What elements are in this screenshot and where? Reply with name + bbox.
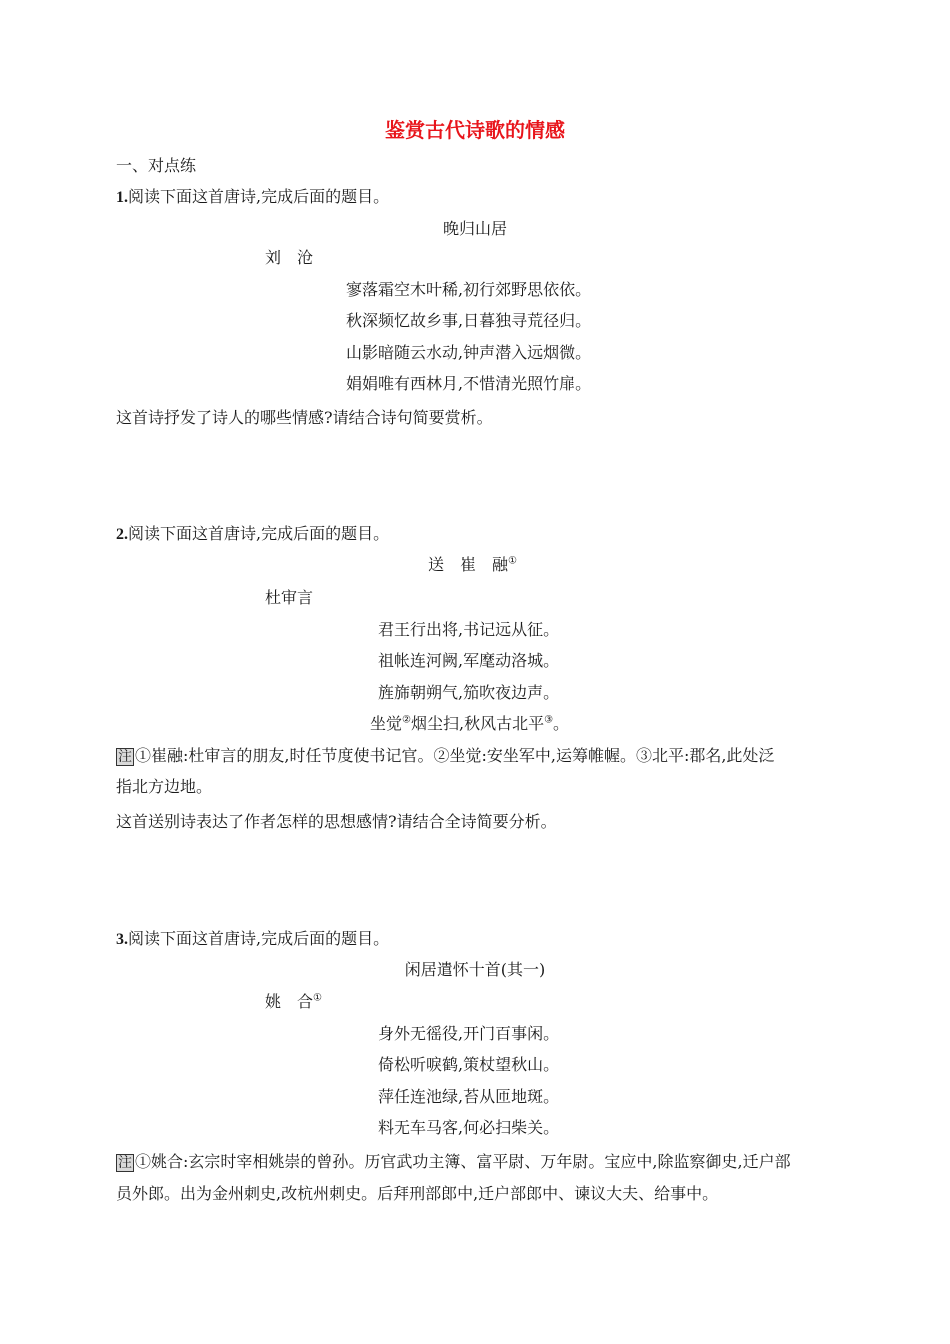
q3-note <box>116 1152 791 1172</box>
q1-author: 刘 沧 <box>265 248 314 267</box>
q2-poem-line: 祖帐连河阙,军麾动洛城。 <box>378 651 560 670</box>
note-label: 注 <box>118 1155 132 1171</box>
q2-poem-line: 旌旆朝朔气,笳吹夜边声。 <box>378 683 560 702</box>
section-heading: 一、对点练 <box>116 156 197 175</box>
footnote-marker: ① <box>313 992 322 1004</box>
q1-question: 这首诗抒发了诗人的哪些情感?请结合诗句简要赏析。 <box>116 408 493 427</box>
q3-author-text: 姚 合 <box>265 992 314 1011</box>
q1-poem-title: 晚归山居 <box>442 219 507 238</box>
q2-question: 这首送别诗表达了作者怎样的思想感情?请结合全诗简要分析。 <box>116 812 557 831</box>
q2-poem-line-part: 坐觉 <box>370 714 403 733</box>
q2-note-text: ①崔融:杜审言的朋友,时任节度使书记官。②坐觉:安坐军中,运筹帷幄。③北平:郡名,此处泛 <box>135 746 775 765</box>
page-title: 鉴赏古代诗歌的情感 <box>385 118 565 142</box>
q2-poem-line-part: 。 <box>553 714 570 733</box>
q1-poem-line: 秋深频忆故乡事,日暮独寻荒径归。 <box>346 311 592 330</box>
q3-poem-line: 料无车马客,何必扫柴关。 <box>378 1118 560 1137</box>
q1-prompt-text: 阅读下面这首唐诗,完成后面的题目。 <box>128 187 390 206</box>
q2-poem-title-text: 送 崔 融 <box>428 555 509 574</box>
q3-note-continued: 员外郎。出为金州刺史,改杭州刺史。后拜刑部郎中,迁户部郎中、谏议大夫、给事中。 <box>116 1184 719 1203</box>
q3-poem-line: 萍任连池绿,苔从匝地斑。 <box>378 1087 560 1106</box>
q3-poem-title: 闲居遣怀十首(其一) <box>404 960 546 979</box>
note-label: 注 <box>118 749 132 765</box>
q2-poem-line: 君王行出将,书记远从征。 <box>378 620 560 639</box>
q3-author <box>265 992 322 1012</box>
q2-note-continued: 指北方边地。 <box>116 777 213 796</box>
q2-note <box>116 746 774 766</box>
q3-prompt <box>116 929 389 950</box>
q3-number: 3. <box>116 931 128 948</box>
q3-prompt-text: 阅读下面这首唐诗,完成后面的题目。 <box>128 929 390 948</box>
q1-poem-line: 娟娟唯有西林月,不惜清光照竹扉。 <box>346 374 592 393</box>
q1-poem-line: 寥落霜空木叶稀,初行郊野思依依。 <box>346 280 592 299</box>
q2-poem-line-part: 烟尘扫,秋风古北平 <box>410 714 545 733</box>
footnote-marker: ① <box>508 555 517 567</box>
footnote-marker: ② <box>402 714 411 726</box>
q2-prompt-text: 阅读下面这首唐诗,完成后面的题目。 <box>128 524 390 543</box>
q3-note-text: ①姚合:玄宗时宰相姚崇的曾孙。历官武功主簿、富平尉、万年尉。宝应中,除监察御史,迁户部 <box>135 1152 791 1171</box>
q2-poem-line <box>370 714 569 734</box>
q1-number: 1. <box>116 189 128 206</box>
q1-poem-line: 山影暗随云水动,钟声潜入远烟微。 <box>346 343 592 362</box>
q3-poem-line: 倚松听唳鹤,策杖望秋山。 <box>378 1055 560 1074</box>
q2-prompt <box>116 524 389 545</box>
q2-poem-title <box>428 555 517 575</box>
footnote-marker: ③ <box>544 714 554 726</box>
q2-number: 2. <box>116 526 128 543</box>
q3-poem-line: 身外无徭役,开门百事闲。 <box>378 1024 560 1043</box>
q1-prompt <box>116 187 389 208</box>
q2-author: 杜审言 <box>265 588 314 607</box>
